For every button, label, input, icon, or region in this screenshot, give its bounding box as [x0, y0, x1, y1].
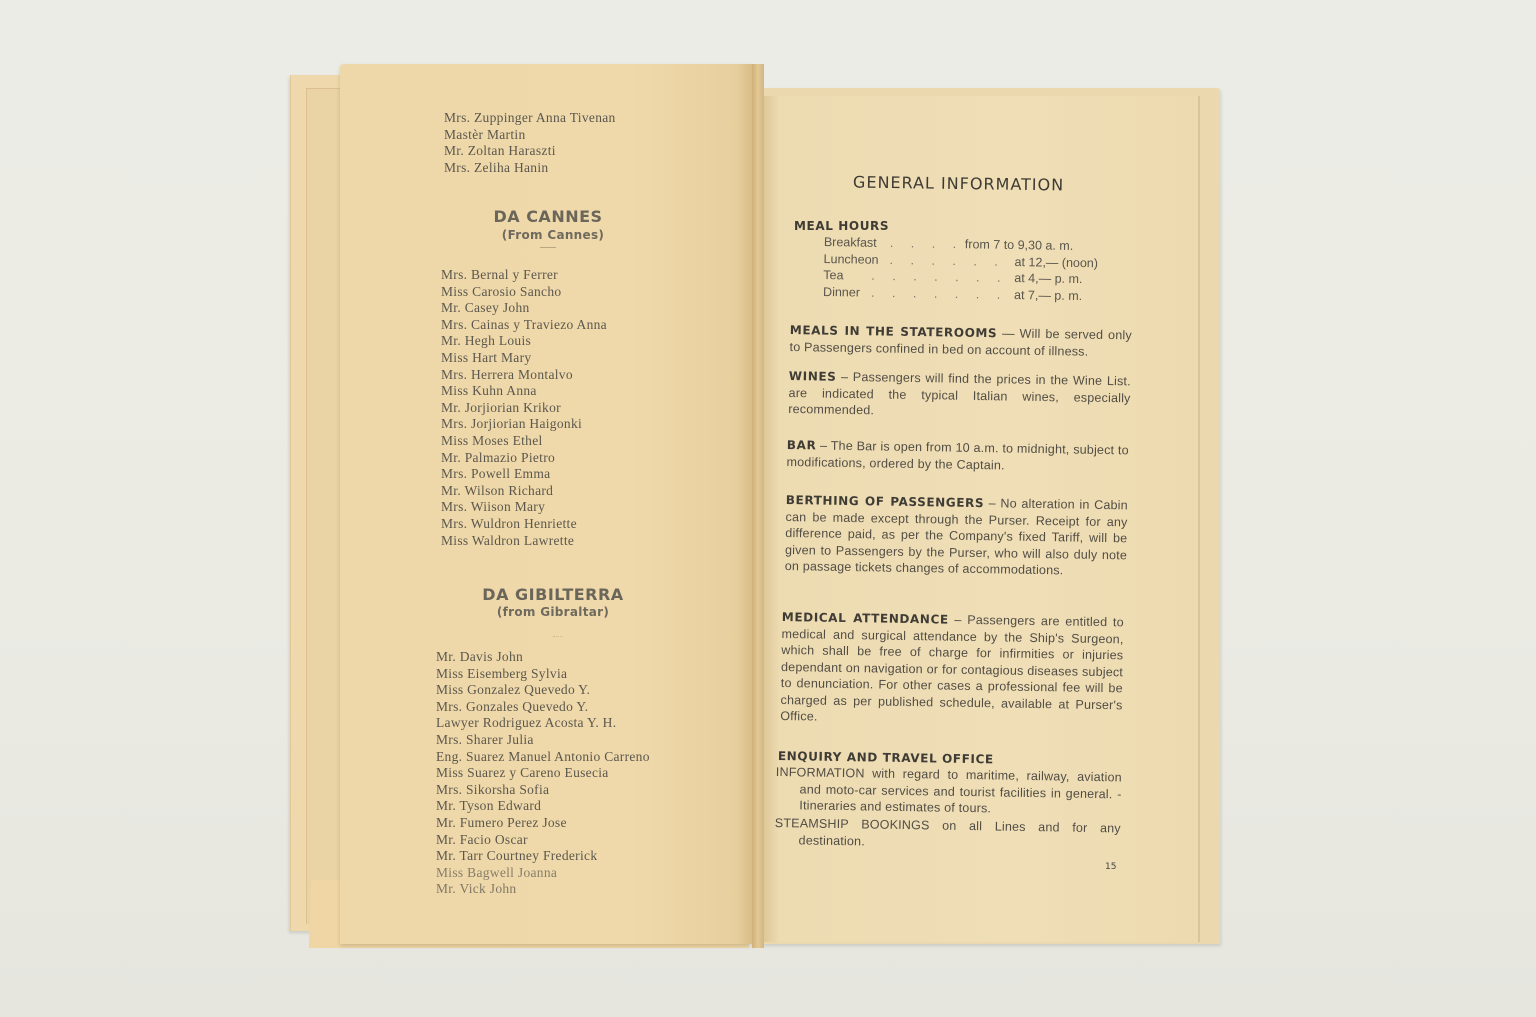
passenger-name: Mr. Wilson Richard [441, 482, 554, 498]
passenger-name: Mr. Hegh Louis [441, 333, 532, 349]
passenger-name: Mr. Fumero Perez Jose [436, 814, 567, 830]
section-title-cannes: DA CANNES [493, 207, 603, 226]
info-paragraph-wines [788, 368, 1131, 423]
passenger-name: Miss Eisemberg Sylvia [436, 665, 568, 681]
info-paragraph-berthing [785, 492, 1128, 580]
paragraph-text: – Passengers will find the prices in the Wine List. are indicated the typical Italian wines, especially recommended. [788, 369, 1131, 418]
paragraph-text: – Passengers are entitled to medical and surgical attendance by the Ship's Surgeon, which shall be free of charge for infirmities or injuries dependant on navigation or for contagious diseases subject to denunciation. For other cases a professional fee will be charged as per published schedule, available at Purser's Office. [780, 612, 1124, 724]
meal-hours-table [823, 235, 1124, 306]
passenger-name: Miss Moses Ethel [441, 432, 543, 448]
info-paragraph-staterooms [789, 322, 1131, 360]
passenger-name: Mr. Vick John [436, 881, 517, 897]
enquiry-steamship: STEAMSHIP BOOKINGS on all Lines and for any destination. [774, 815, 1121, 848]
passenger-name: Mrs. Jorjiorian Haigonki [441, 416, 583, 432]
leader-dots: . . . . . . . [870, 285, 1008, 302]
paragraph-heading: BAR [786, 437, 817, 453]
passenger-name: Mrs. Wuldron Henriette [441, 515, 577, 531]
passenger-name: Miss Bagwell Joanna [436, 864, 558, 880]
passenger-name: Mrs. Bernal y Ferrer [441, 267, 558, 282]
meal-hours-heading: MEAL HOURS [794, 219, 890, 233]
meal-time: from 7 to 9,30 a. m. [964, 237, 1074, 253]
paragraph-text: – No alteration in Cabin can be made except through the Purser. Receipt for any difference paid, as per the Company's fixed Tariff, will be given to Passengers by the Purser, who will also duly note on passage tickets changes of accommodations. [784, 496, 1128, 578]
passenger-name: Lawyer Rodriguez Acosta Y. H. [436, 715, 617, 731]
section-divider [553, 636, 563, 637]
enquiry-information: INFORMATION with regard to maritime, railway, aviation and moto-car services and tourist facilities in general. - Itineraries and estimates of tours. [775, 764, 1122, 816]
leader-dots: . . . . . . [889, 252, 1005, 269]
paragraph-text: – The Bar is open from 10 a.m. to midnight, subject to modifications, ordered by the Captain. [786, 438, 1129, 472]
paragraph-heading: BERTHING OF PASSENGERS [785, 492, 985, 511]
booklet-spine [752, 64, 764, 948]
paragraph-heading: WINES [788, 368, 837, 384]
passenger-name: Miss Hart Mary [441, 349, 532, 365]
passenger-name: Mrs. Zuppinger Anna Tivenan [444, 110, 616, 125]
continued-passenger-list [444, 110, 616, 176]
passenger-name: Miss Suarez y Careno Eusecia [436, 765, 609, 781]
passenger-name: Mr. Casey John [441, 300, 530, 316]
info-paragraph-medical [780, 609, 1124, 730]
meal-name: Breakfast [823, 235, 877, 250]
passenger-name: Mrs. Wiison Mary [441, 499, 546, 515]
section-subtitle-cannes: (From Cannes) [501, 228, 605, 242]
enquiry-heading: ENQUIRY AND TRAVEL OFFICE [777, 749, 994, 767]
meal-time: at 4,— p. m. [1014, 270, 1083, 287]
meal-time: at 7,— p. m. [1013, 287, 1083, 303]
paragraph-heading: MEALS IN THE STATEROOMS [789, 322, 998, 341]
leader-dots: . . . . [889, 236, 964, 252]
passenger-name: Mrs. Zeliha Hanin [444, 159, 549, 175]
info-paragraph-bar [786, 437, 1128, 475]
paragraph-text: — Will be served only to Passengers confined in bed on account of illness. [789, 326, 1132, 359]
passenger-name: Mr. Tyson Edward [436, 798, 542, 814]
page-number: 15 [1105, 862, 1117, 872]
passenger-name: Mastèr Martin [444, 126, 526, 142]
passenger-name: Miss Gonzalez Quevedo Y. [436, 682, 591, 698]
section-divider [540, 247, 556, 248]
cannes-passenger-list [441, 267, 607, 549]
passenger-name: Mrs. Gonzales Quevedo Y. [436, 698, 589, 714]
paragraph-heading: MEDICAL ATTENDANCE [781, 609, 949, 627]
meal-name: Dinner [823, 284, 861, 300]
passenger-name: Mr. Facio Oscar [436, 831, 528, 847]
passenger-name: Mrs. Powell Emma [441, 466, 551, 482]
passenger-name: Mr. Davis John [436, 649, 524, 664]
leader-dots: . . . . . . . [871, 268, 1008, 285]
passenger-name: Mr. Tarr Courtney Frederick [436, 848, 598, 864]
passenger-name: Miss Kuhn Anna [441, 383, 537, 399]
passenger-name: Mr. Palmazio Pietro [441, 449, 556, 465]
meal-time: at 12,— (noon) [1014, 254, 1099, 270]
passenger-name: Miss Waldron Lawrette [441, 532, 575, 548]
section-title-gibraltar: DA GIBILTERRA [482, 585, 624, 604]
passenger-name: Mrs. Herrera Montalvo [441, 366, 573, 382]
passenger-name: Mr. Zoltan Haraszti [444, 143, 556, 159]
passenger-name: Mr. Jorjiorian Krikor [441, 399, 561, 415]
passenger-name: Mrs. Sikorsha Sofia [436, 781, 550, 797]
page-title: GENERAL INFORMATION [852, 172, 1065, 195]
passenger-name: Mrs. Cainas y Traviezo Anna [441, 316, 607, 332]
meal-name: Tea [823, 267, 844, 283]
gibraltar-passenger-list [436, 649, 650, 898]
passenger-name: Miss Carosio Sancho [441, 283, 562, 299]
section-subtitle-gibraltar: (from Gibraltar) [496, 605, 610, 619]
meal-name: Luncheon [823, 251, 879, 267]
passenger-name: Eng. Suarez Manuel Antonio Carreno [436, 748, 650, 764]
passenger-name: Mrs. Sharer Julia [436, 731, 534, 747]
